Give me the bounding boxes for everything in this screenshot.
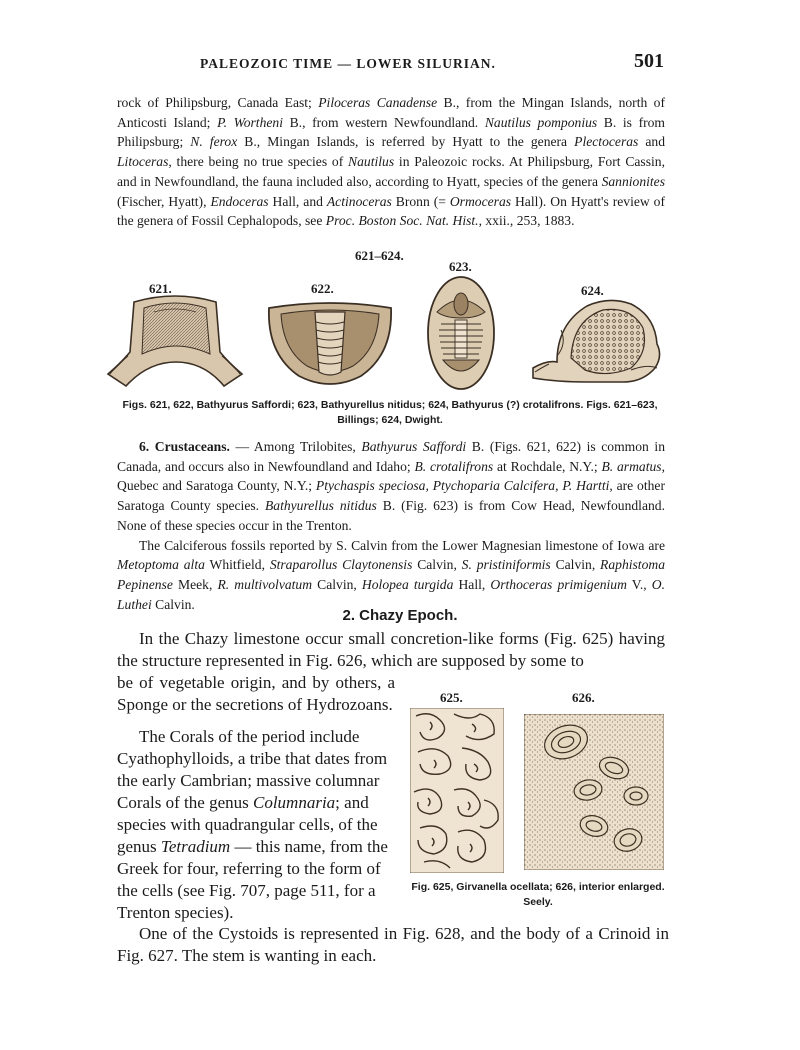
italic-term: Nautilus	[348, 154, 395, 170]
italic-term: Bathyurus Saffordi	[361, 439, 467, 454]
corals-paragraph	[117, 726, 395, 924]
calciferous-paragraph: The Calciferous fossils reported by S. Calvin from the Lower Magnesian limestone of Iowa are Metoptoma alta Whitfield, Straparollus Claytonensis Calvin, S. pristiniformis Calvin, Raphistoma Pepinense Meek, R. multivolvatum Calvin, Holopea turgida Hall, Orthoceras primigenium V., O. Luthei Calvin.	[117, 537, 665, 612]
plate-figure-625	[410, 708, 504, 873]
figure-group-label: 621–624.	[355, 248, 404, 263]
crustaceans-text: — Among Trilobites, Bathyurus Saffordi B. (Figs. 621, 622) is common in Canada, and occurs also in Newfoundland and Idaho; B. crotalifrons at Rochdale, N.Y.; B. armatus, Quebec and Saratoga County, N.Y.; Ptychaspis speciosa, Ptychoparia Calcifera, P. Hartti, are other Saratoga County species. Bathyurellus nitidus B. (Fig. 623) is from Cow Head, Newfoundland. None of these species occur in the Trenton.	[117, 439, 665, 533]
italic-term: Proc. Boston Soc. Nat. Hist.	[325, 213, 479, 229]
italic-term: Endoceras	[210, 193, 269, 209]
crustaceans-section	[117, 437, 665, 614]
italic-term: Columnaria	[252, 793, 336, 812]
italic-term: Raphistoma Pepinense	[117, 557, 665, 592]
figure-label-624: 624.	[581, 283, 604, 298]
italic-term: Nautilus pomponius	[484, 114, 598, 130]
figure-caption-line-1: Figs. 621, 622, Bathyurus Saffordi; 623, Bathyurellus nitidus; 624, Bathyurus (?) crotalifrons. Figs. 621–623,	[122, 399, 658, 411]
plate-figure-626	[524, 714, 664, 870]
figure-caption-621-624	[100, 398, 680, 428]
figure-caption-line-2: Billings; 624, Dwight.	[337, 414, 443, 426]
fossil-figure-621	[104, 292, 246, 392]
figure-caption-625-626	[398, 880, 678, 910]
figure-caption-line-2: Seely.	[523, 896, 553, 908]
chazy-text-wide: In the Chazy limestone occur small concretion-like forms (Fig. 625) having the structure represented in Fig. 626, which are supposed by some to	[117, 629, 665, 670]
italic-term: Plectoceras	[574, 134, 639, 150]
cystoids-text: One of the Cystoids is represented in Fig. 628, and the body of a Crinoid in Fig. 627. The stem is wanting in each.	[117, 924, 669, 965]
italic-term: Actinoceras	[326, 193, 392, 209]
fossil-figure-624	[527, 294, 665, 394]
crustaceans-paragraph	[117, 437, 665, 536]
figure-label-623: 623.	[449, 259, 472, 274]
figure-label-625: 625.	[440, 690, 463, 705]
intro-paragraph	[117, 93, 665, 231]
italic-term: Litoceras	[117, 154, 169, 170]
italic-term: B. armatus	[601, 458, 662, 474]
italic-term: O. Luthei	[117, 576, 665, 612]
figure-label-622: 622.	[311, 281, 334, 296]
italic-term: Tetradium	[160, 837, 231, 856]
italic-term: Holopea turgida	[361, 576, 454, 592]
italic-term: Piloceras Canadense	[318, 95, 438, 110]
italic-term: Orthoceras primigenium	[490, 576, 627, 592]
italic-term: P. Wortheni	[217, 114, 283, 130]
italic-term: Ptychaspis speciosa, Ptychoparia Calcifera, P. Hartti	[315, 478, 610, 494]
italic-term: Bathyurellus nitidus	[264, 498, 377, 514]
figure-caption-line-1: Fig. 625, Girvanella ocellata; 626, interior enlarged.	[411, 881, 665, 893]
figure-label-626: 626.	[572, 690, 595, 705]
italic-term: N. ferox	[190, 134, 238, 150]
figure-label-621: 621.	[149, 281, 172, 296]
cystoids-paragraph	[117, 923, 669, 967]
italic-term: B. crotalifrons	[414, 458, 494, 474]
page-number: 501	[634, 50, 664, 72]
chazy-text-narrow: be of vegetable origin, and by others, a Sponge or the secretions of Hydrozoans.	[117, 673, 395, 714]
fossil-figure-622	[265, 294, 395, 390]
italic-term: S. pristiniformis	[461, 557, 551, 573]
section-heading: 2. Chazy Epoch.	[342, 607, 458, 624]
fossil-figure-623	[425, 274, 497, 392]
running-head: PALEOZOIC TIME — LOWER SILURIAN.	[200, 56, 496, 71]
crustaceans-heading: 6. Crustaceans.	[139, 439, 230, 454]
italic-term: Sannionites	[601, 173, 665, 189]
italic-term: Metoptoma alta	[117, 557, 205, 573]
italic-term: Straparollus Claytonensis	[269, 557, 413, 573]
corals-text: The Corals of the period include Cyathophylloids, a tribe that dates from the early Cambrian; massive columnar Corals of the genus Columnaria; and species with quadrangular cells, of the genus Tetradium — this name, from the Greek for four, referring to the form of the cells (see Fig. 707, page 511, for a Trenton species).	[117, 727, 388, 922]
italic-term: Ormoceras	[449, 193, 512, 209]
italic-term: R. multivolvatum	[217, 576, 313, 592]
intro-text: rock of Philipsburg, Canada East; Piloceras Canadense B., from the Mingan Islands, north of Anticosti Island; P. Wortheni B., from western Newfoundland. Nautilus pomponius B. is from Philipsburg; N. ferox B., Mingan Islands, is referred by Hyatt to the genera Plectoceras and Litoceras, there being no true species of Nautilus in Paleozoic rocks. At Philipsburg, Fort Cassin, and in Newfoundland, the fauna included also, according to Hyatt, species of the genera Sannionites (Fischer, Hyatt), Endoceras Hall, and Actinoceras Bronn (= Ormoceras Hall). On Hyatt's review of the genera of Fossil Cephalopods, see Proc. Boston Soc. Nat. Hist., xxii., 253, 1883.	[117, 95, 666, 229]
